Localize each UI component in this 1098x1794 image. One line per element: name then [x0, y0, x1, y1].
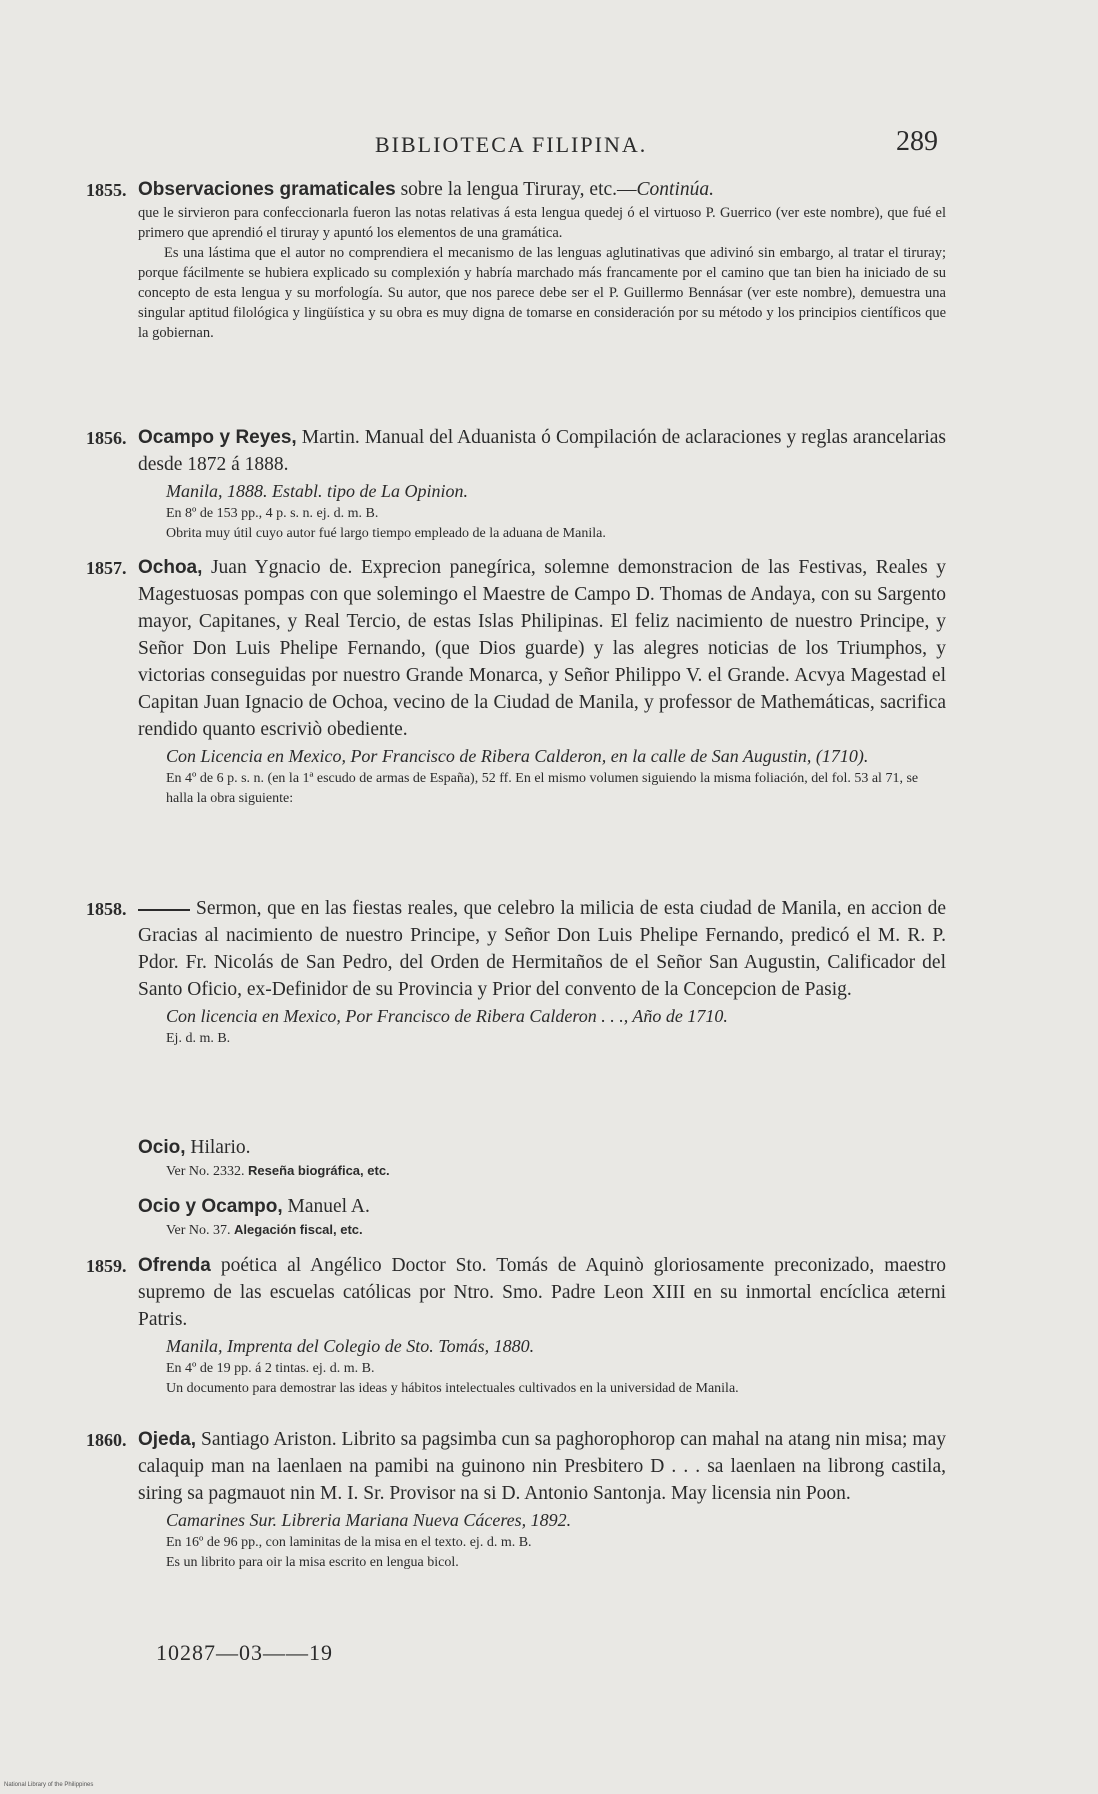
entry-ocio — [86, 1134, 946, 1182]
ref-number: Ver No. 37. — [166, 1223, 235, 1238]
entry-title-text: sobre la lengua Tiruray, etc.— — [395, 179, 637, 200]
entry-number: 1860. — [86, 1430, 127, 1450]
entry-heading: Ochoa, — [138, 557, 203, 578]
entry-imprint: Manila, Imprenta del Colegio de Sto. Tomás, 1880. — [166, 1336, 535, 1356]
scan-edge-text: National Library of the Philippines — [4, 1782, 94, 1788]
entry-title-text: Hilario. — [185, 1137, 251, 1158]
ref-title: Alegación fiscal, etc. — [234, 1222, 363, 1237]
entry-title — [138, 554, 946, 743]
entry-number: 1859. — [86, 1256, 127, 1276]
entry-note: Obrita muy útil cuyo autor fué largo tiempo empleado de la aduana de Manila. — [166, 526, 606, 541]
ditto-dash — [138, 909, 190, 911]
continua-label: Continúa. — [636, 179, 714, 200]
entry-number: 1855. — [86, 180, 127, 200]
running-title: BIBLIOTECA FILIPINA. — [375, 132, 648, 157]
entry-imprint: Manila, 1888. Establ. tipo de La Opinion. — [166, 481, 469, 501]
entry-title — [138, 1193, 946, 1220]
signature-mark: 10287—03——19 — [156, 1640, 333, 1665]
entry-number: 1857. — [86, 558, 127, 578]
entry-title-text: Santiago Ariston. Librito sa pagsimba cun sa paghorophorop can mahal na atang nin misa; may calaquip man na laenlaen na pamibi na guinono nin Presbitero D . . . sa laenlaen na librong castila, siring sa pagmauot nin M. I. Sr. Provisor na si D. Antonio Santonja. May licensia nin Poon. — [138, 1429, 946, 1504]
entry-number: 1858. — [86, 899, 127, 919]
entry-note: Un documento para demostrar las ideas y hábitos intelectuales cultivados en la universidad de Manila. — [166, 1381, 739, 1396]
entry-heading: Ofrenda — [138, 1255, 211, 1276]
entry-imprint: Con Licencia en Mexico, Por Francisco de Ribera Calderon, en la calle de San Augustin, (1710). — [166, 746, 869, 766]
entry-heading: Ojeda, — [138, 1429, 197, 1450]
entry-title — [138, 1426, 946, 1507]
entry-physical-description: En 16º de 96 pp., con laminitas de la misa en el texto. ej. d. m. B. — [166, 1535, 532, 1550]
entry-heading: Observaciones gramaticales — [138, 179, 396, 200]
entry-heading: Ocio, — [138, 1137, 186, 1158]
entry-title — [138, 176, 946, 203]
entry-title — [138, 895, 946, 1003]
ref-title: Reseña biográfica, etc. — [248, 1163, 390, 1178]
entry-paragraph: que le sirvieron para confeccionarla fueron las notas relativas á esta lengua quedej ó el virtuoso P. Guerrico (ver este nombre), que fué el primero que aprendió el tiruray y apuntó los elementos de una gramática. — [138, 205, 946, 241]
entry-1859 — [86, 1252, 946, 1398]
entry-ocio-ocampo — [86, 1193, 946, 1241]
entry-1858 — [86, 895, 946, 1049]
entry-physical-description: En 4º de 19 pp. á 2 tintas. ej. d. m. B. — [166, 1361, 375, 1376]
ref-number: Ver No. 2332. — [166, 1164, 249, 1179]
entry-title-text: poética al Angélico Doctor Sto. Tomás de Aquinò gloriosamente preconizado, maestro supremo de las escuelas católicas por Ntro. Smo. Padre Leon XIII en su inmortal encíclica æterni Patris. — [138, 1255, 946, 1330]
entry-title — [138, 1134, 946, 1161]
entry-1856 — [86, 424, 946, 543]
entry-physical-description: En 4º de 6 p. s. n. (en la 1ª escudo de armas de España), 52 ff. En el mismo volumen siguiendo la misma foliación, del fol. 53 al 71, se halla la obra siguiente: — [166, 771, 919, 806]
entry-title — [138, 1252, 946, 1333]
entry-cross-reference — [138, 1161, 946, 1182]
entry-title-text: Sermon, que en las fiestas reales, que celebro la milicia de esta ciudad de Manila, en accion de Gracias al nacimiento de nuestro Principe, y Señor Don Luis Phelipe Fernando, predicó el M. R. P. Pdor. Fr. Nicolás de San Pedro, del Orden de Hermitaños de el Señor San Augustin, Calificador del Santo Oficio, ex-Definidor de su Provincia y Prior del convento de la Concepcion de Pasig. — [138, 898, 946, 1000]
entry-title-text: Manuel A. — [282, 1196, 370, 1217]
entry-title-text: Martin. Manual del Aduanista ó Compilación de aclaraciones y reglas arancelarias desde 1872 á 1888. — [138, 427, 946, 475]
entry-1860 — [86, 1426, 946, 1572]
entry-title — [138, 424, 946, 478]
entry-note: Es un librito para oir la misa escrito en lengua bicol. — [166, 1555, 459, 1570]
entry-imprint: Con licencia en Mexico, Por Francisco de Ribera Calderon . . ., Año de 1710. — [166, 1006, 728, 1026]
entry-1857 — [86, 554, 946, 809]
page-number: 289 — [896, 126, 938, 157]
entry-1855 — [86, 176, 946, 343]
entry-physical-description: En 8º de 153 pp., 4 p. s. n. ej. d. m. B. — [166, 506, 379, 521]
entry-cross-reference — [138, 1220, 946, 1241]
entry-title-text: Juan Ygnacio de. Exprecion panegírica, solemne demonstracion de las Festivas, Reales y Magestuosas pompas con que solemingo el Maestre de Campo D. Thomas de Andaya, con su Sargento mayor, Capitanes, y Real Tercio, de estas Islas Philipinas. El feliz nacimiento de nuestro Principe, y Señor Don Luis Phelipe Fernando, (que Dios guarde) y las alegres noticias de los Triumphos, y victorias conseguidas por nuestro Grande Monarca, y Señor Philippo V. el Grande. Acvya Magestad el Capitan Juan Ignacio de Ochoa, vecino de la Ciudad de Manila, y professor de Mathemáticas, sacrifica rendido quanto escriviò obediente. — [138, 557, 946, 740]
entry-heading: Ocio y Ocampo, — [138, 1196, 283, 1217]
entry-physical-description: Ej. d. m. B. — [166, 1031, 231, 1046]
page-header — [0, 126, 1098, 166]
entry-heading: Ocampo y Reyes, — [138, 427, 297, 448]
entry-imprint: Camarines Sur. Libreria Mariana Nueva Cáceres, 1892. — [166, 1510, 572, 1530]
entry-number: 1856. — [86, 428, 127, 448]
entry-paragraph: Es una lástima que el autor no comprendiera el mecanismo de las lenguas aglutinativas que adivinó sin embargo, al tratar el tiruray; porque fácilmente se hubiera explicado su complexión y habría marchado más francamente por el camino que tan bien ha iniciado de su concepto de esta lengua y su morfología. Su autor, que nos parece debe ser el P. Guillermo Bennásar (ver este nombre), demuestra una singular aptitud filológica y lingüística y su obra es muy digna de tomarse en consideración por su método y los principios científicos que la gobiernan. — [138, 245, 946, 341]
